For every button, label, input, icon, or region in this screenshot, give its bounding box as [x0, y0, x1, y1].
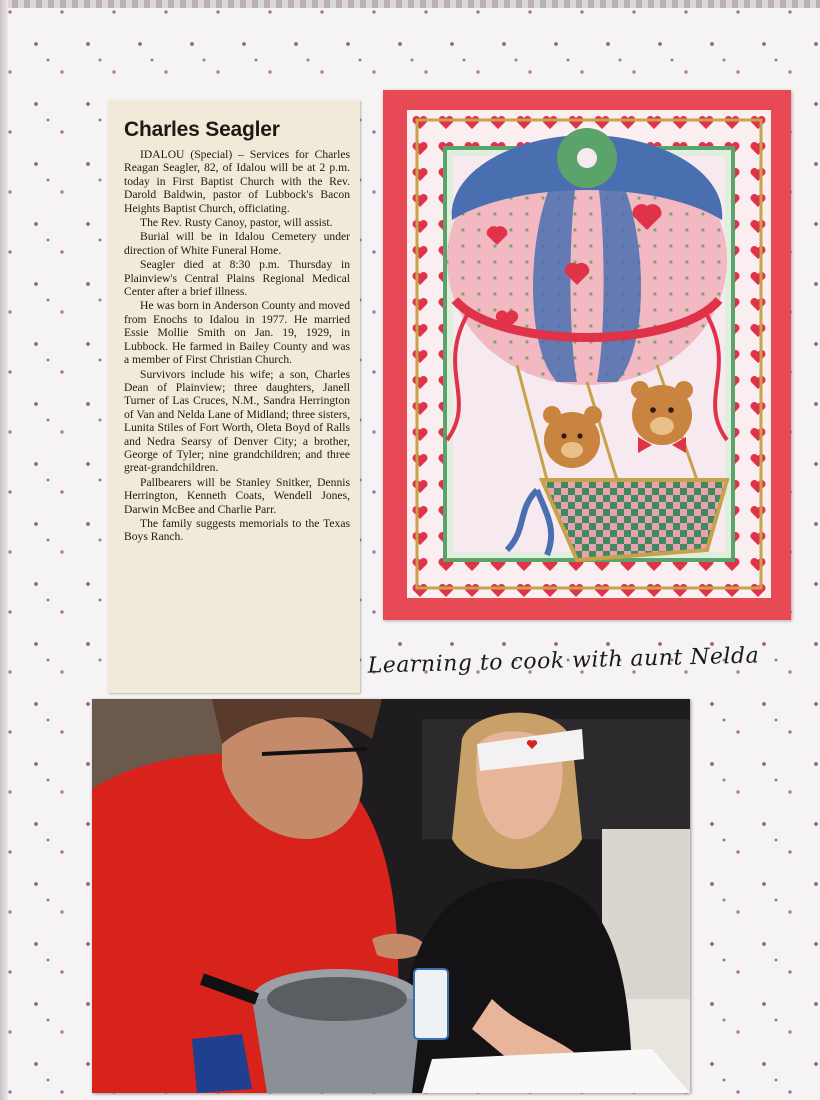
card-illustration [407, 110, 771, 598]
obituary-paragraph: Survivors include his wife; a son, Charles Dean of Plainview; three daughters, Janell Turner of Las Cruces, N.M., Sandra Herrington of Van and Nelda Lane of Midland; three sisters, Lunita Stiles of Fort Worth, Oleta Boyd of Ralls and Nedra Searsy of Denver City; a brother, George of Tyler; nine grandchildren; and three great-grandchildren. [124, 367, 350, 475]
page-binding-edge [0, 0, 8, 1100]
measuring-cup [192, 1034, 252, 1093]
greeting-card [383, 90, 791, 620]
photo-scene [92, 699, 690, 1093]
handwritten-caption: Learning to cook with aunt Nelda [367, 643, 760, 679]
obituary-paragraph: IDALOU (Special) – Services for Charles Reagan Seagler, 82, of Idalou will be at 2 p.m. today in First Baptist Church with the Rev. Darold Baldwin, pastor of Lubbock's Bacon Heights Baptist Church, officiating. [124, 148, 350, 215]
balloon-basket [542, 480, 727, 560]
balloon-bears-illustration [407, 110, 771, 598]
page-top-edge [0, 0, 820, 8]
obituary-paragraph: Pallbearers will be Stanley Snitker, Dennis Herrington, Kenneth Coats, Wendell Jones, Darwin McBee and Charlie Parr. [124, 475, 350, 516]
obituary-paragraph: Seagler died at 8:30 p.m. Thursday in Plainview's Central Plains Regional Medical Center after a brief illness. [124, 258, 350, 299]
can [414, 969, 448, 1039]
obituary-headline: Charles Seagler [124, 118, 280, 141]
obituary-clipping [108, 100, 360, 693]
obituary-paragraph: Burial will be in Idalou Cemetery under direction of White Funeral Home. [124, 230, 350, 257]
cooking-photograph [92, 699, 690, 1093]
obituary-paragraph: The Rev. Rusty Canoy, pastor, will assist. [140, 216, 333, 230]
obituary-paragraph: He was born in Anderson County and moved from Enochs to Idalou in 1977. He married Essie Mollie Smith on Jan. 19, 1929, in Lubbock. He farmed in Bailey County and was a member of First Christian Church. [124, 299, 350, 367]
obituary-paragraph: The family suggests memorials to the Texas Boys Ranch. [124, 516, 350, 544]
